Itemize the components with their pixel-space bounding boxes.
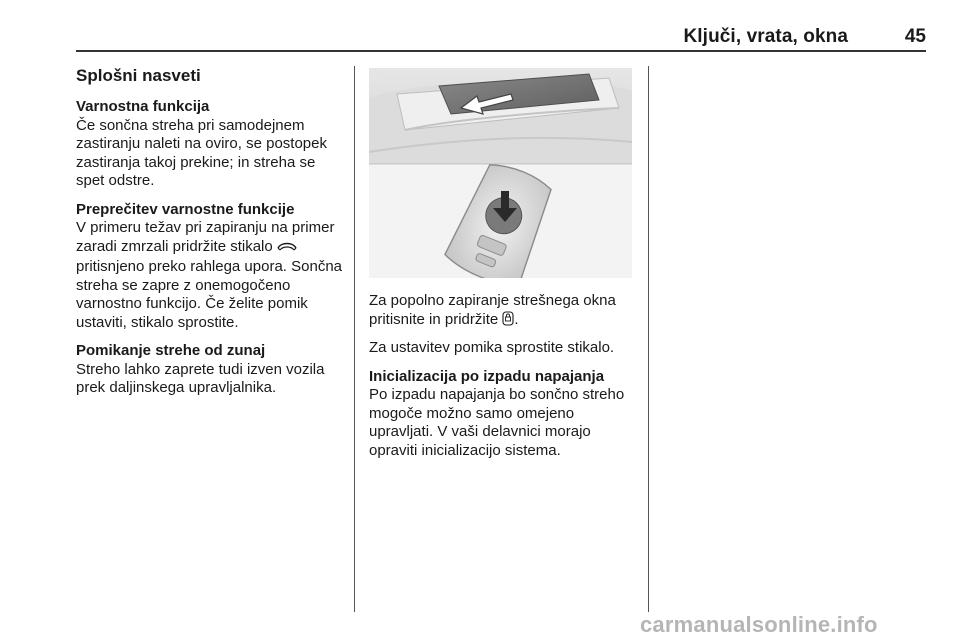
section-title: Splošni nasveti <box>76 66 201 85</box>
heading-outside-closing: Pomikanje strehe od zunaj <box>76 342 266 359</box>
sunroof-switch-icon <box>277 240 297 259</box>
paragraph-safety-function: Če sončna streha pri samodejnem zastiranju naleti na oviro, se postopek zastiranja takoj prekine; in streha se spet odstre. <box>76 116 327 189</box>
override-text-end: pritisnjeno preko rahlega upora. Sončna streha se zapre z onemogočeno varnostno funkcijo. Če želite pomik ustaviti, stikalo sprostite. <box>76 258 343 331</box>
paragraph-override-safety <box>76 219 346 332</box>
right-column <box>369 292 637 460</box>
heading-initialization: Inicializacija po izpadu napajanja <box>369 367 605 385</box>
release-paragraph: Za ustavitev pomika sprostite stikalo. <box>369 339 615 356</box>
page-number: 45 <box>904 26 926 47</box>
override-text-start: V primeru težav pri zapiranju na primer zaradi zmrzali pridržite stikalo <box>76 219 335 255</box>
column-divider-right <box>648 66 649 612</box>
header-rule <box>76 50 926 52</box>
column-divider-left <box>354 66 355 612</box>
sunroof-remote-illustration <box>369 68 632 278</box>
heading-safety-function: Varnostna funkcija <box>76 98 210 115</box>
paragraph-initialization: Po izpadu napajanja bo sončno streho mogoče možno samo omejeno upravljati. V vaši delavnici morajo opraviti inicializacijo sistema. <box>369 386 625 459</box>
chapter-title: Ključi, vrata, okna <box>683 26 848 47</box>
heading-override-safety: Preprečitev varnostne funkcije <box>76 200 295 218</box>
caption-text: Za popolno zapiranje strešnega okna pritisnite in pridržite <box>369 292 616 328</box>
lock-button-icon <box>502 311 514 332</box>
caption-paragraph <box>369 292 637 331</box>
watermark: carmanualsonline.info <box>640 612 878 637</box>
caption-end: . <box>514 310 519 328</box>
left-column <box>76 66 346 398</box>
paragraph-outside-closing: Streho lahko zaprete tudi izven vozila prek daljinskega upravljalnika. <box>76 360 325 396</box>
